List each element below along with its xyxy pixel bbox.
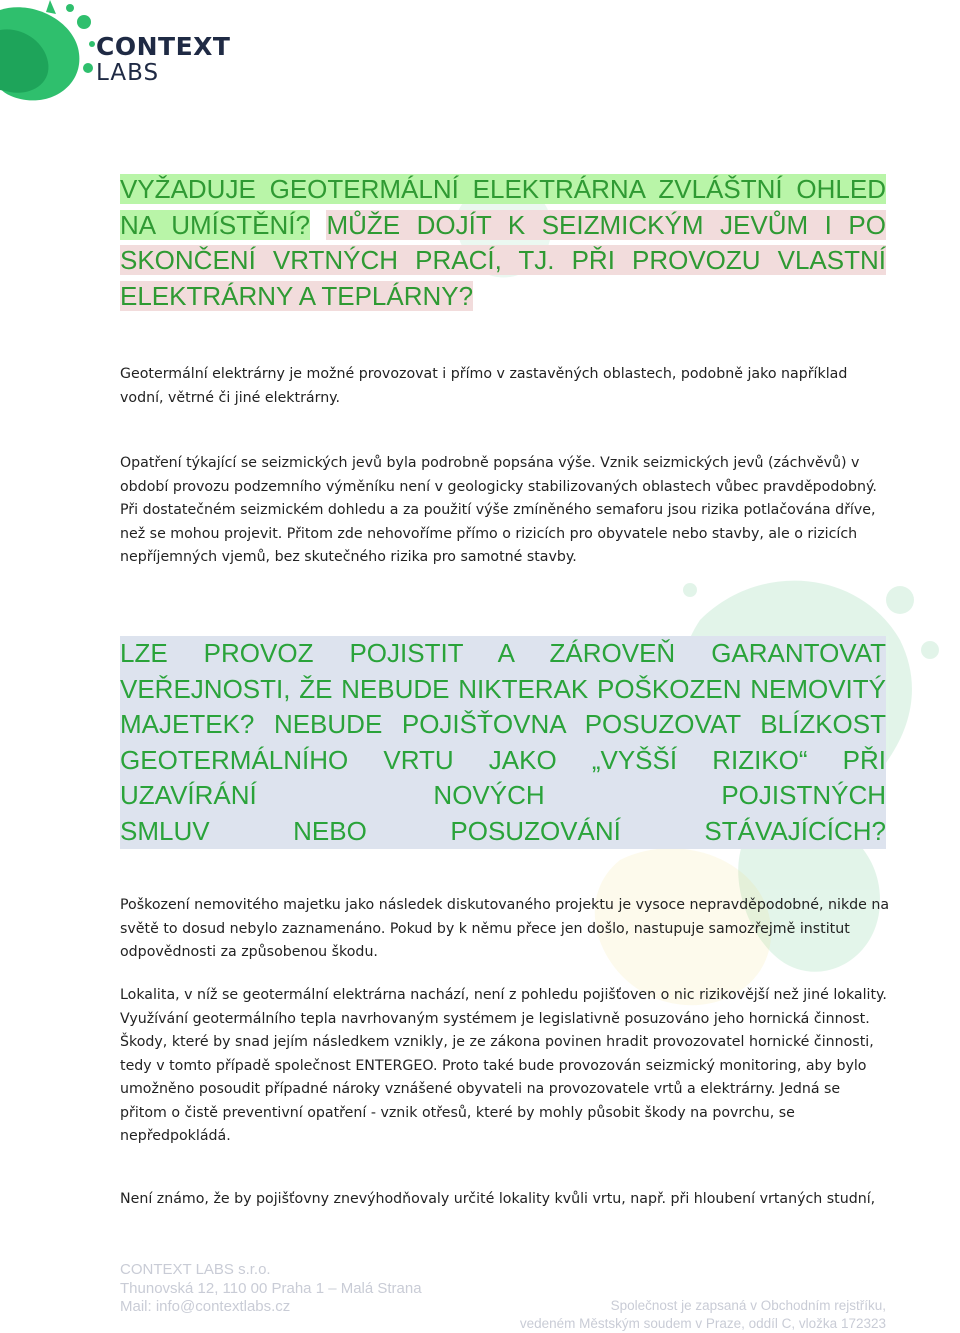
heading-geothermal-location <box>120 172 886 314</box>
paragraph-insurance-locality: Lokalita, v níž se geotermální elektrárna nachází, není z pohledu pojišťoven o nic rizikovější než jiné lokality. Využívání geotermálního tepla navrhovaným systémem je legislativně posuzováno jeho hornická činnost. Škody, které by snad jejím následkem vznikly, je ze zákona povinen hradit provozovatel hornické činnosti, tedy v tomto případě společnost ENTERGEO. Proto také bude provozován seizmický monitoring, aby bylo umožněno posoudit případné nároky vznášené obyvateli na provozovatele vrtů a elektrárny. Jedná se přitom o čistě preventivní opatření - vznik otřesů, které by mohly působit škody na povrchu, se nepředpokládá. <box>120 987 887 1144</box>
logo-splash-icon <box>0 0 100 110</box>
footer-registry <box>520 1297 886 1333</box>
context-labs-logo <box>0 0 260 110</box>
paragraph-insurance-wells: Není známo, že by pojišťovny znevýhodňovaly určité lokality kvůli vrtu, např. při hloubení vrtaných studní, <box>120 1191 876 1207</box>
logo-wordmark-labs: LABS <box>96 60 160 86</box>
paragraph-seismic-measures: Opatření týkající se seizmických jevů byla podrobně popsána výše. Vznik seizmických jevů (záchvěvů) v období provozu podzemního výměníku není v geologicky stabilizovaných oblastech vůbec pravděpodobný. Při dostatečném seizmickém dohledu a za použití výše zmíněného semaforu jsou rizika potlačována dříve, než se mohou projevit. Přitom zde nehovoříme přímo o rizicích pro obyvatele nebo stavby, ale o rizicích nepříjemných vjemů, bez skutečného rizika pro samotné stavby. <box>120 455 877 565</box>
footer-registry-line1: Společnost je zapsaná v Obchodním rejstříku, <box>610 1298 886 1313</box>
heading2-last-line: SMLUV NEBO POSUZOVÁNÍ STÁVAJÍCÍCH? <box>120 815 886 846</box>
heading2-main-text: LZE PROVOZ POJISTIT A ZÁROVEŇ GARANTOVAT VEŘEJNOSTI, ŽE NEBUDE NIKTERAK POŠKOZEN NEMOVITÝ MAJETEK? NEBUDE POJIŠŤOVNA POSUZOVAT BLÍZKOST GEOTERMÁLNÍHO VRTU JAKO „VYŠŠÍ RIZIKO“ PŘI UZAVÍRÁNÍ NOVÝCH POJISTNÝCH <box>120 638 886 810</box>
paragraph-property-damage: Poškození nemovitého majetku jako následek diskutovaného projektu je vysoce nepravděpodobné, nikde na světě to dosud nebylo zaznamenáno. Pokud by k němu přece jen došlo, nastupuje samozřejmě institut odpovědnosti za způsobenou škodu. <box>120 897 890 960</box>
paragraph-urban-operation: Geotermální elektrárny je možné provozovat i přímo v zastavěných oblastech, podobně jako například vodní, větrné či jiné elektrárny. <box>120 366 848 406</box>
footer-email[interactable]: Mail: info@contextlabs.cz <box>120 1298 291 1315</box>
footer-company-name: CONTEXT LABS s.r.o. <box>120 1261 271 1278</box>
footer-contact <box>120 1261 422 1317</box>
heading-insurance-question <box>120 636 886 849</box>
heading1-highlight-green: VYŽADUJE GEOTERMÁLNÍ ELEKTRÁRNA ZVLÁŠTNÍ OHLED NA UMÍSTĚNÍ? <box>120 174 886 240</box>
footer-address: Thunovská 12, 110 00 Praha 1 – Malá Strana <box>120 1279 422 1297</box>
footer-registry-line2: vedeném Městským soudem v Praze, oddíl C, vložka 172323 <box>519 1316 886 1331</box>
heading1-highlight-pink: MŮŽE DOJÍT K SEIZMICKÝM JEVŮM I PO SKONČENÍ VRTNÝCH PRACÍ, TJ. PŘI PROVOZU VLASTNÍ ELEKTRÁRNY A TEPLÁRNY? <box>120 209 886 311</box>
logo-wordmark-context: CONTEXT <box>96 32 231 61</box>
